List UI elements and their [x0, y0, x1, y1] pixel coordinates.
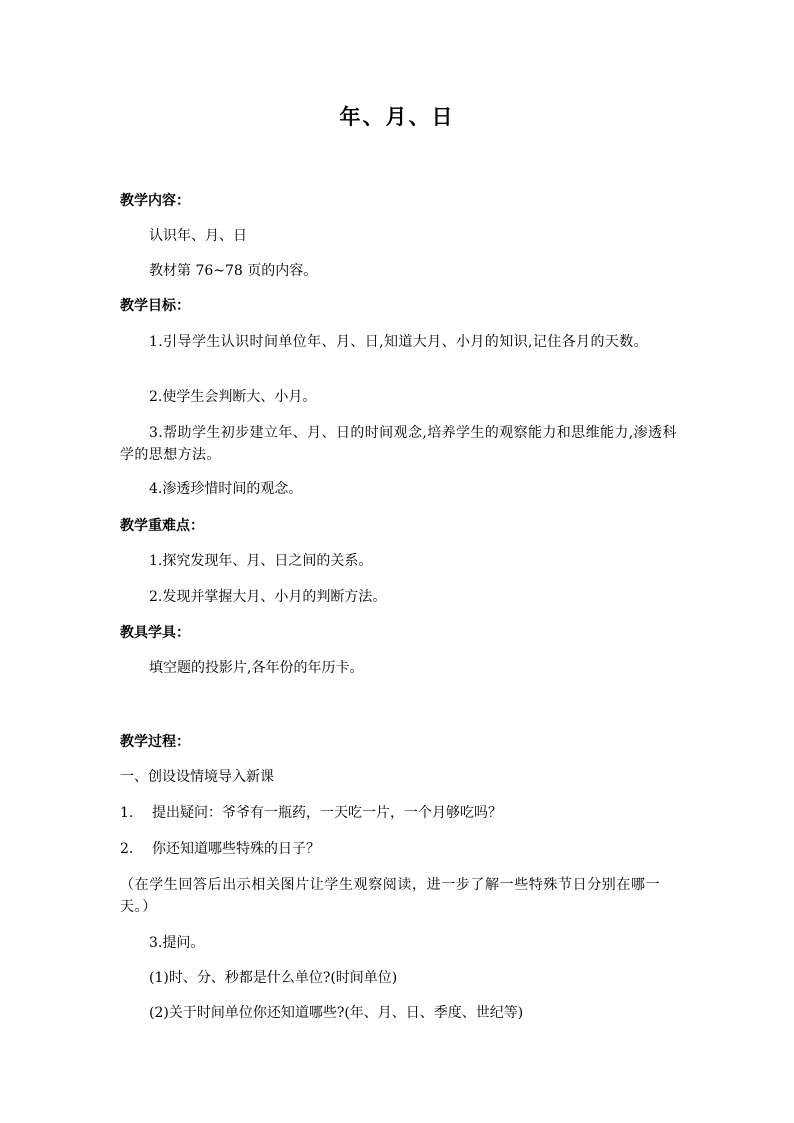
goal-item-3: 3.帮助学生初步建立年、月、日的时间观念,培养学生的观察能力和思维能力,渗透科学的思想方法。 — [120, 425, 677, 463]
process-question-3: 3.提问。 — [149, 935, 205, 951]
document-title: 年、月、日 — [339, 104, 455, 129]
content-line-1: 认识年、月、日 — [149, 228, 247, 244]
process-section-1: 一、创设设情境导入新课 — [120, 769, 274, 785]
goal-item-2: 2.使学生会判断大、小月。 — [149, 389, 317, 405]
process-note: （在学生回答后出示相关图片让学生观察阅读，进一步了解一些特殊节日分别在哪一天。） — [120, 877, 661, 915]
goal-item-4: 4.渗透珍惜时间的观念。 — [149, 481, 303, 497]
process-question-2 — [120, 838, 680, 860]
list-text: 你还知道哪些特殊的日子？ — [152, 841, 320, 857]
list-text: 提出疑问：爷爷有一瓶药，一天吃一片，一个月够吃吗？ — [152, 805, 502, 821]
list-number: 1. — [120, 805, 134, 821]
key-points-heading: 教学重难点： — [120, 518, 204, 534]
goals-heading: 教学目标： — [120, 298, 190, 314]
goal-item-1: 1.引导学生认识时间单位年、月、日,知道大月、小月的知识,记住各月的天数。 — [149, 334, 649, 350]
tools-text: 填空题的投影片,各年份的年历卡。 — [149, 660, 364, 676]
process-subquestion-1: (1)时、分、秒都是什么单位?(时间单位) — [149, 970, 398, 986]
tools-heading: 教具学具： — [120, 625, 190, 641]
key-point-item-1: 1.探究发现年、月、日之间的关系。 — [149, 553, 373, 569]
process-question-1 — [120, 802, 680, 824]
content-line-2: 教材第 76~78 页的内容。 — [149, 263, 318, 279]
process-heading: 教学过程： — [120, 734, 190, 750]
key-point-item-2: 2.发现并掌握大月、小月的判断方法。 — [149, 589, 387, 605]
content-heading: 教学内容： — [120, 193, 190, 209]
process-subquestion-2: (2)关于时间单位你还知道哪些?(年、月、日、季度、世纪等) — [149, 1005, 524, 1021]
list-number: 2. — [120, 841, 134, 857]
